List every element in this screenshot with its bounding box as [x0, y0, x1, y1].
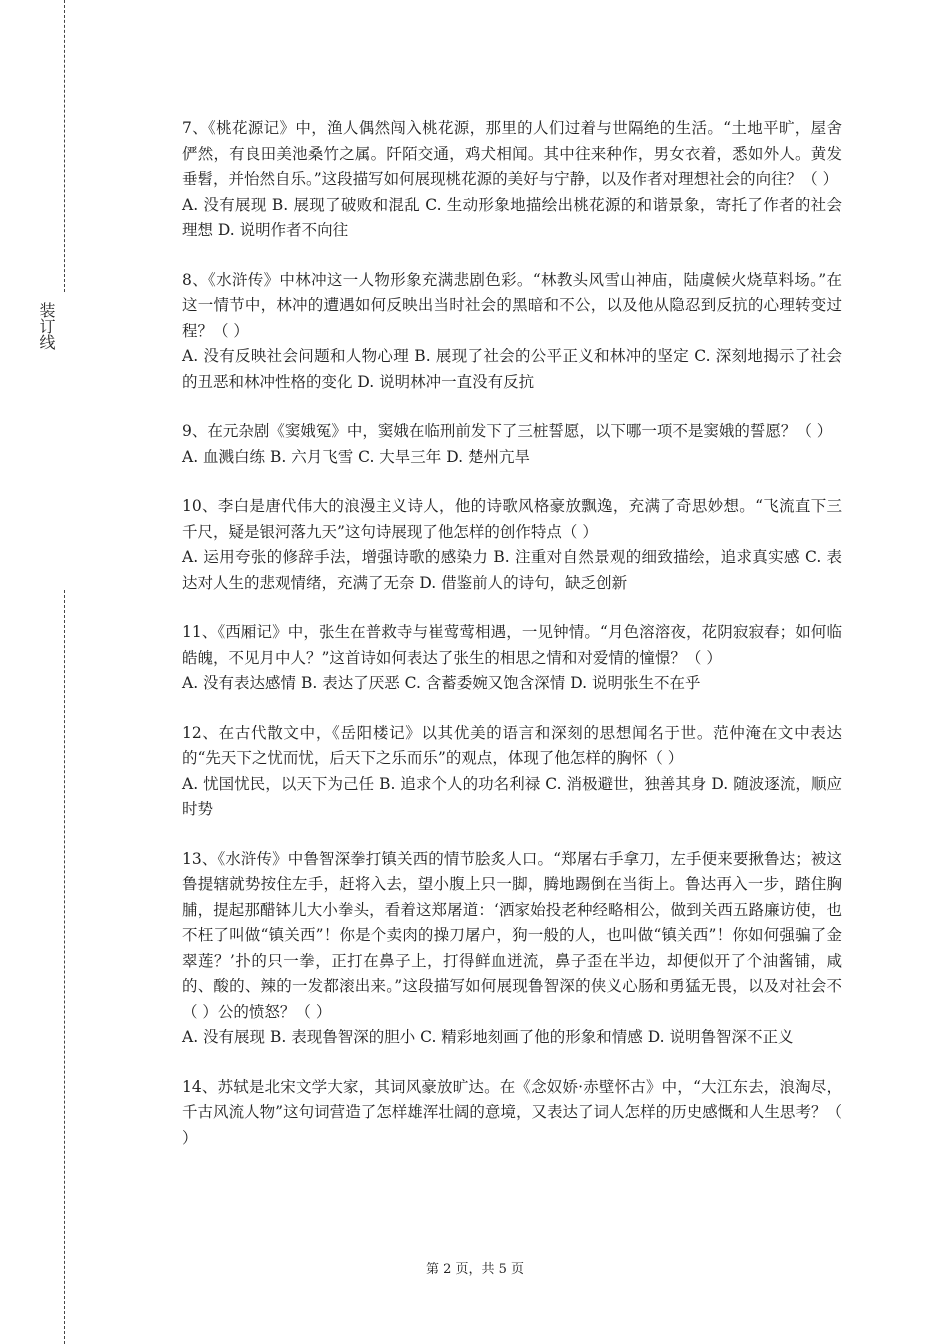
question-11: [182, 620, 842, 697]
question-list: [182, 116, 842, 1175]
binding-dashed-line-bottom: [64, 590, 65, 1344]
question-13: [182, 847, 842, 1051]
question-options: A. 忧国忧民，以天下为己任 B. 追求个人的功名利禄 C. 消极避世，独善其身 D. 随波逐流，顺应时势: [182, 774, 842, 818]
question-options: A. 没有展现 B. 展现了破败和混乱 C. 生动形象地描绘出桃花源的和谐景象，寄托了作者的社会理想 D. 说明作者不向往: [182, 195, 842, 239]
question-9: [182, 419, 842, 470]
question-options: A. 运用夸张的修辞手法，增强诗歌的感染力 B. 注重对自然景观的细致描绘，追求真实感 C. 表达对人生的悲观情绪，充满了无奈 D. 借鉴前人的诗句，缺乏创新: [182, 548, 842, 592]
question-8: [182, 268, 842, 396]
question-options: A. 没有表达感情 B. 表达了厌恶 C. 含蓄委婉又饱含深情 D. 说明张生不在乎: [182, 674, 701, 692]
question-14: [182, 1075, 842, 1152]
question-text: 7、《桃花源记》中，渔人偶然闯入桃花源，那里的人们过着与世隔绝的生活。“土地平旷，屋舍俨然，有良田美池桑竹之属。阡陌交通，鸡犬相闻。其中往来种作，男女衣着，悉如外人。黄发垂髫，并怡然自乐。”这段描写如何展现桃花源的美好与宁静，以及作者对理想社会的向往？（ ）: [182, 119, 842, 188]
question-options: A. 没有展现 B. 表现鲁智深的胆小 C. 精彩地刻画了他的形象和情感 D. 说明鲁智深不正义: [182, 1028, 794, 1046]
question-7: [182, 116, 842, 244]
question-text: 13、《水浒传》中鲁智深拳打镇关西的情节脍炙人口。“郑屠右手拿刀，左手便来要揪鲁达；被这鲁提辖就势按住左手，赶将入去，望小腹上只一脚，腾地踢倒在当街上。鲁达再入一步，踏住胸脯，提起那醋钵儿大小拳头，看着这郑屠道：‘洒家始投老种经略相公，做到关西五路廉访使，也不枉了叫做“镇关西”！你是个卖肉的操刀屠户，狗一般的人，也叫做“镇关西”！你如何强骗了金翠莲？’扑的只一拳，正打在鼻子上，打得鲜血迸流，鼻子歪在半边，却便似开了个油酱铺，咸的、酸的、辣的一发都滚出来。”这段描写如何展现鲁智深的侠义心肠和勇猛无畏，以及对社会不（ ）公的愤怒？（ ）: [182, 849, 842, 1021]
question-text: 9、在元杂剧《窦娥冤》中，窦娥在临刑前发下了三桩誓愿，以下哪一项不是窦娥的誓愿？（ ）: [182, 422, 833, 440]
question-10: [182, 494, 842, 596]
question-text: 8、《水浒传》中林冲这一人物形象充满悲剧色彩。“林教头风雪山神庙，陆虞候火烧草料场。”在这一情节中，林冲的遭遇如何反映出当时社会的黑暗和不公，以及他从隐忍到反抗的心理转变过程？（ ）: [182, 270, 842, 340]
question-text: 11、《西厢记》中，张生在普救寺与崔莺莺相遇，一见钟情。“月色溶溶夜，花阴寂寂春；如何临皓魄，不见月中人？”这首诗如何表达了张生的相思之情和对爱情的憧憬？（ ）: [182, 623, 842, 667]
question-text: 14、苏轼是北宋文学大家，其词风豪放旷达。在《念奴娇·赤壁怀古》中，“大江东去，浪淘尽，千古风流人物”这句词营造了怎样雄浑壮阔的意境，又表达了词人怎样的历史感慨和人生思考？（ ）: [182, 1077, 842, 1147]
question-text: 12、在古代散文中，《岳阳楼记》以其优美的语言和深刻的思想闻名于世。范仲淹在文中表达的“先天下之忧而忧，后天下之乐而乐”的观点，体现了他怎样的胸怀（ ）: [182, 723, 842, 767]
binding-dashed-line-top: [64, 0, 65, 292]
question-options: A. 没有反映社会问题和人物心理 B. 展现了社会的公平正义和林冲的坚定 C. 深刻地揭示了社会的丑恶和林冲性格的变化 D. 说明林冲一直没有反抗: [182, 347, 842, 391]
question-text: 10、李白是唐代伟大的浪漫主义诗人，他的诗歌风格豪放飘逸，充满了奇思妙想。“飞流直下三千尺，疑是银河落九天”这句诗展现了他怎样的创作特点（ ）: [182, 497, 842, 541]
page-footer: 第 2 页，共 5 页: [425, 1262, 525, 1277]
binding-label: 装订线: [37, 302, 56, 350]
question-12: [182, 721, 842, 823]
question-options: A. 血溅白练 B. 六月飞雪 C. 大旱三年 D. 楚州亢旱: [182, 447, 530, 466]
